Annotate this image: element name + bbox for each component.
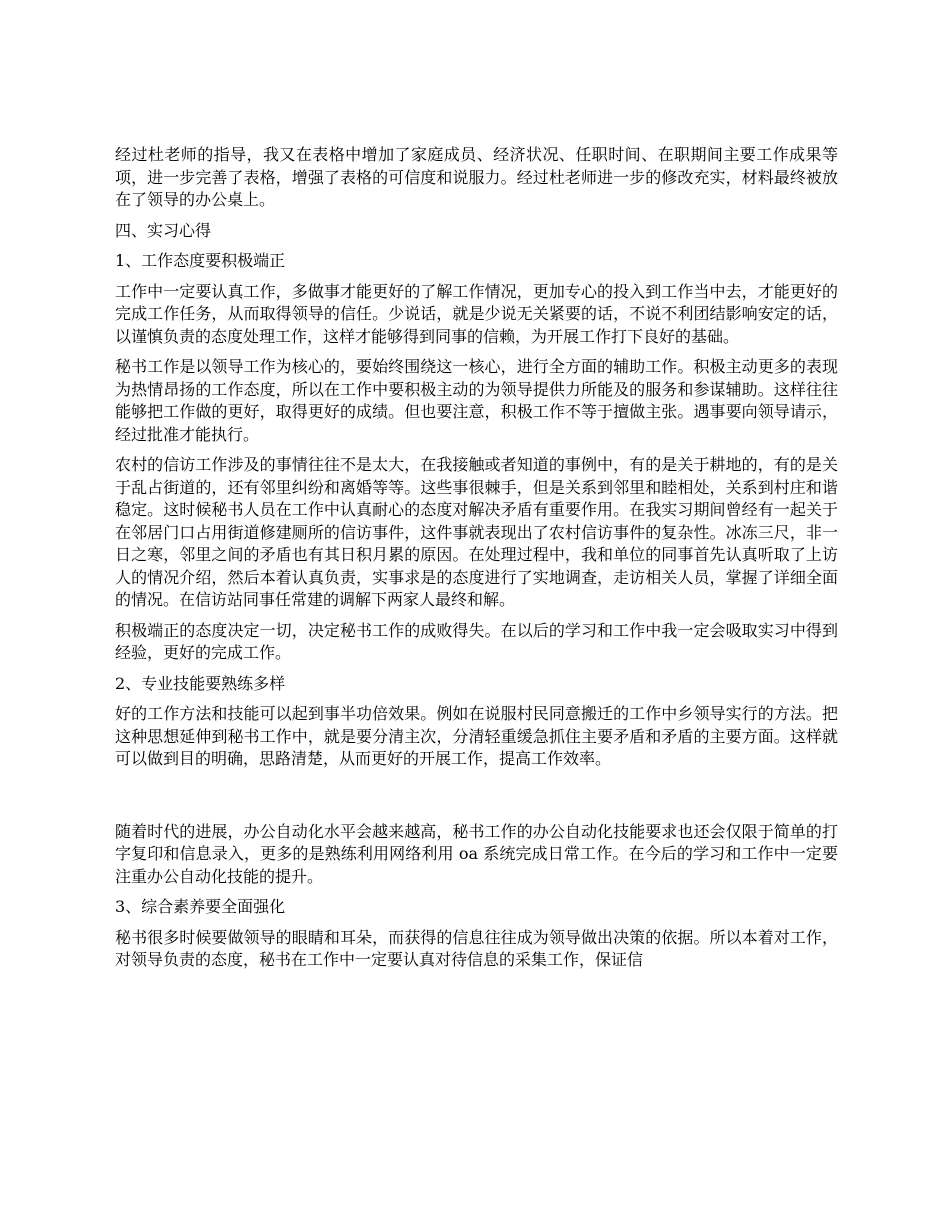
- section-heading: 四、实习心得: [115, 220, 212, 240]
- body-paragraph: 秘书工作是以领导工作为核心的，要始终围绕这一核心，进行全方面的辅助工作。积极主动更多的表现为热情昂扬的工作态度，所以在工作中要积极主动的为领导提供力所能及的服务和参谋辅助。这样往往能够把工作做的更好，取得更好的成绩。但也要注意，积极工作不等于擅做主张。遇事要向领导请示，经过批准才能执行。: [115, 357, 838, 444]
- body-paragraph: 经过杜老师的指导，我又在表格中增加了家庭成员、经济状况、任职时间、在职期间主要工作成果等项，进一步完善了表格，增强了表格的可信度和说服力。经过杜老师进一步的修改充实，材料最终被放在了领导的办公桌上。: [115, 145, 838, 209]
- body-paragraph: 随着时代的进展，办公自动化水平会越来越高，秘书工作的办公自动化技能要求也还会仅限于简单的打字复印和信息录入，更多的是熟练利用网络利用 oa 系统完成日常工作。在今后的学习和工作中一定要注重办公自动化技能的提升。: [115, 821, 838, 886]
- subsection-heading: 3、综合素养要全面强化: [115, 897, 286, 916]
- paragraph-gap: [115, 779, 838, 821]
- body-paragraph: 工作中一定要认真工作，多做事才能更好的了解工作情况，更加专心的投入到工作当中去，才能更好的完成工作任务，从而取得领导的信任。少说话，就是少说无关紧要的话，不说不利团结影响安定的话，以谨慎负责的态度处理工作，这样才能够得到同事的信赖，为开展工作打下良好的基础。: [115, 281, 838, 346]
- subsection-heading: 2、专业技能要熟练多样: [115, 673, 286, 693]
- body-paragraph: 农村的信访工作涉及的事情往往不是太大，在我接触或者知道的事例中，有的是关于耕地的，有的是关于乱占街道的，还有邻里纠纷和离婚等等。这些事很棘手，但是关系到邻里和睦相处，关系到村庄和谐稳定。这时候秘书人员在工作中认真耐心的态度对解决矛盾有重要作用。在我实习期间曾经有一起关于在邻居门口占用街道修建厕所的信访事件，这件事就表现出了农村信访事件的复杂性。冰冻三尺，非一日之寒，邻里之间的矛盾也有其日积月累的原因。在处理过程中，我和单位的同事首先认真听取了上访人的情况介绍，然后本着认真负责，实事求是的态度进行了实地调查，走访相关人员，掌握了详细全面的情况。在信访站同事任常建的调解下两家人最终和解。: [115, 455, 838, 609]
- body-paragraph: 好的工作方法和技能可以起到事半功倍效果。例如在说服村民同意搬迁的工作中乡领导实行的方法。把这种思想延伸到秘书工作中，就是要分清主次，分清轻重缓急抓住主要矛盾和矛盾的主要方面。这样就可以做到目的明确，思路清楚，从而更好的开展工作，提高工作效率。: [115, 704, 838, 768]
- document-page: [115, 144, 838, 980]
- body-paragraph: 积极端正的态度决定一切，决定秘书工作的成败得失。在以后的学习和工作中我一定会吸取实习中得到经验，更好的完成工作。: [115, 620, 838, 662]
- body-paragraph: 秘书很多时候要做领导的眼睛和耳朵，而获得的信息往往成为领导做出决策的依据。所以本着对工作，对领导负责的态度，秘书在工作中一定要认真对待信息的采集工作，保证信: [115, 927, 838, 969]
- subsection-heading: 1、工作态度要积极端正: [115, 251, 286, 270]
